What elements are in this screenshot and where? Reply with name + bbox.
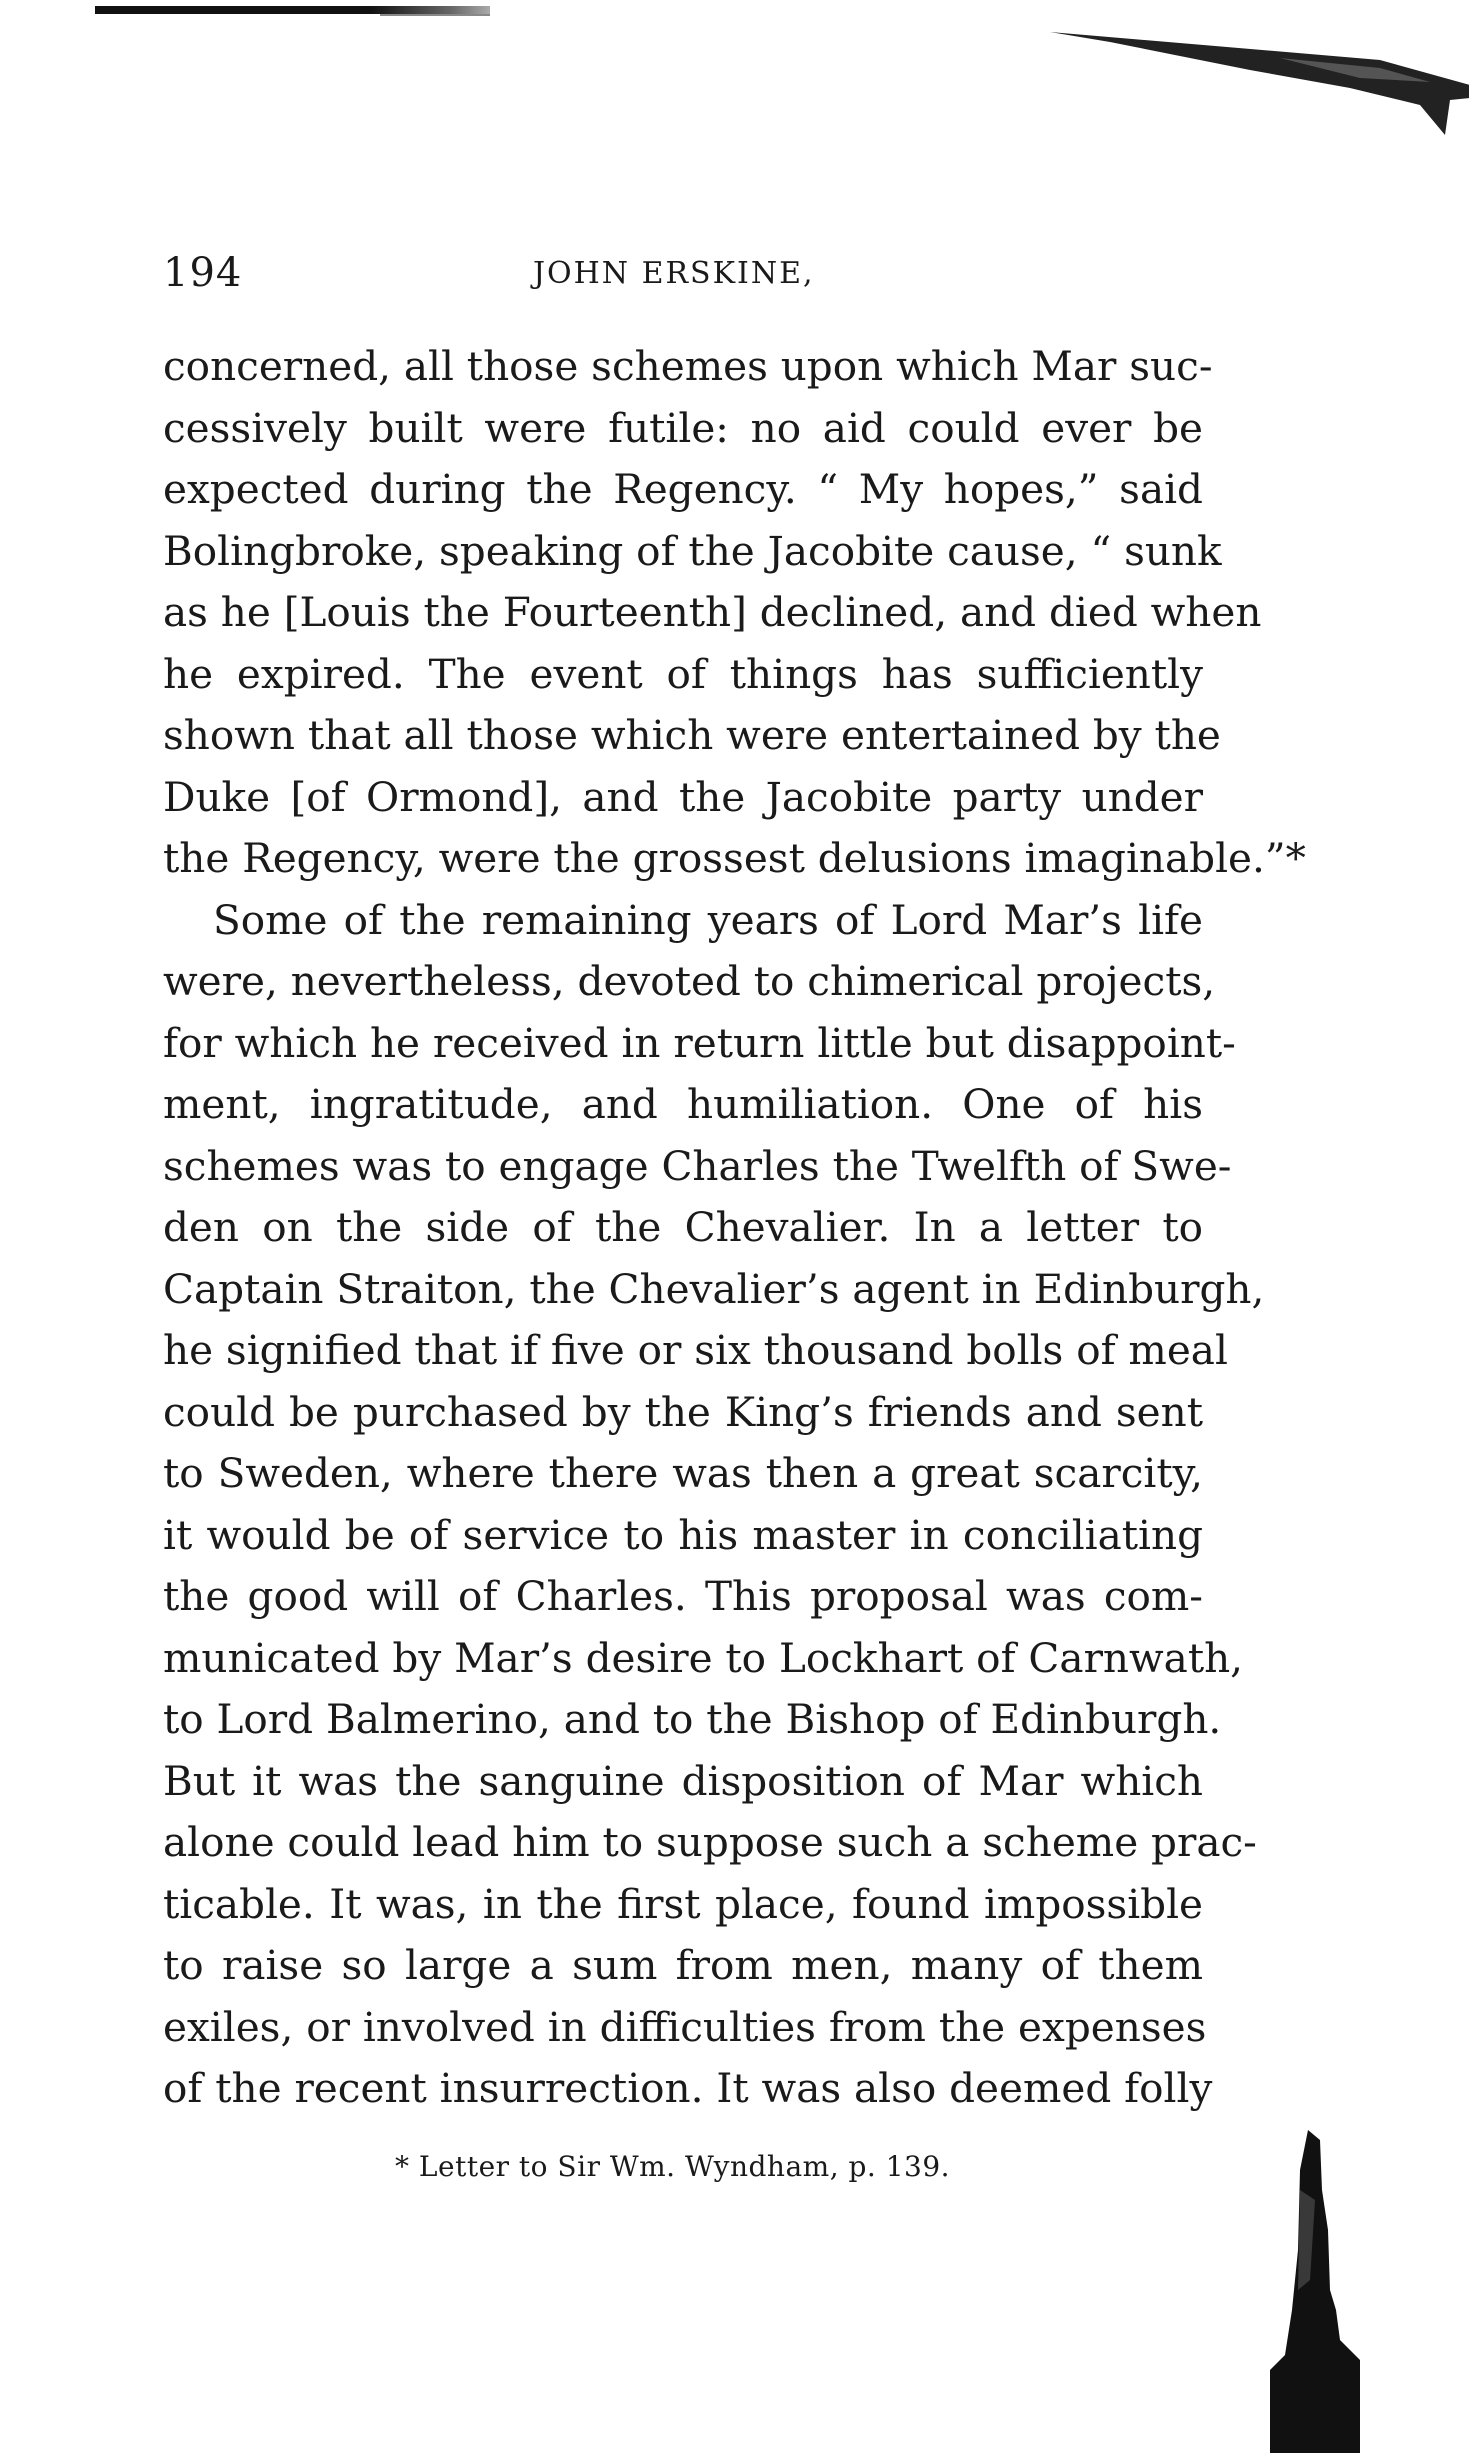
text-line: the good will of Charles. This proposal was com- (163, 1572, 1203, 1620)
text-line: of the recent insurrection. It was also deemed folly (163, 2064, 1213, 2112)
text-line: Some of the remaining years of Lord Mar’s life (213, 895, 1203, 944)
text-line: to Lord Balmerino, and to the Bishop of Edinburgh. (163, 1695, 1222, 1743)
page-corner-shadow (1050, 30, 1469, 140)
text-line: den on the side of the Chevalier. In a letter to (163, 1203, 1203, 1251)
page-header (163, 250, 1213, 310)
text-line: ment, ingratitude, and humiliation. One of his (163, 1080, 1203, 1128)
text-line: were, nevertheless, devoted to chimerical projects, (163, 957, 1216, 1005)
text-line: shown that all those which were entertained by the (163, 711, 1221, 759)
text-line: But it was the sanguine disposition of Mar which (163, 1756, 1203, 1805)
text-line: he expired. The event of things has sufficiently (163, 649, 1203, 698)
text-line: Duke [of Ormond], and the Jacobite party under (163, 772, 1203, 821)
top-scan-rule-thin (380, 14, 490, 16)
body-text (163, 336, 1306, 2120)
text-line: for which he received in return little but disappoint- (163, 1018, 1236, 1067)
text-line: as he [Louis the Fourteenth] declined, and died when (163, 588, 1262, 636)
text-line: exiles, or involved in difficulties from the expenses (163, 2002, 1207, 2051)
text-line: to Sweden, where there was then a great scarcity, (163, 1449, 1203, 1497)
text-line: he signified that if five or six thousand bolls of meal (163, 1326, 1228, 1374)
text-line: Bolingbroke, speaking of the Jacobite cause, “ sunk (163, 526, 1222, 575)
text-line: cessively built were futile: no aid could ever be (163, 403, 1203, 452)
page-number: 194 (163, 250, 243, 296)
text-line: ticable. It was, in the first place, found impossible (163, 1879, 1203, 1928)
paragraph-1 (163, 336, 1306, 890)
running-head: JOHN ERSKINE, (533, 256, 815, 291)
page-edge-shadow (1270, 2130, 1360, 2453)
text-line: expected during the Regency. “ My hopes,” said (163, 465, 1203, 513)
text-line: could be purchased by the King’s friends and sent (163, 1387, 1203, 1436)
text-line: schemes was to engage Charles the Twelfth of Swe- (163, 1141, 1232, 1190)
text-line: alone could lead him to suppose such a scheme prac- (163, 1818, 1257, 1866)
top-scan-rule (95, 6, 490, 14)
text-line: to raise so large a sum from men, many of them (163, 1941, 1203, 1989)
footnote: * Letter to Sir Wm. Wyndham, p. 139. (395, 2150, 951, 2183)
text-line: the Regency, were the grossest delusions imaginable.”* (163, 834, 1306, 882)
text-line: municated by Mar’s desire to Lockhart of Carnwath, (163, 1633, 1244, 1682)
text-line: Captain Straiton, the Chevalier’s agent in Edinburgh, (163, 1264, 1265, 1313)
text-line: concerned, all those schemes upon which Mar suc- (163, 342, 1213, 390)
text-line: it would be of service to his master in conciliating (163, 1510, 1203, 1559)
paragraph-2 (163, 890, 1265, 2120)
